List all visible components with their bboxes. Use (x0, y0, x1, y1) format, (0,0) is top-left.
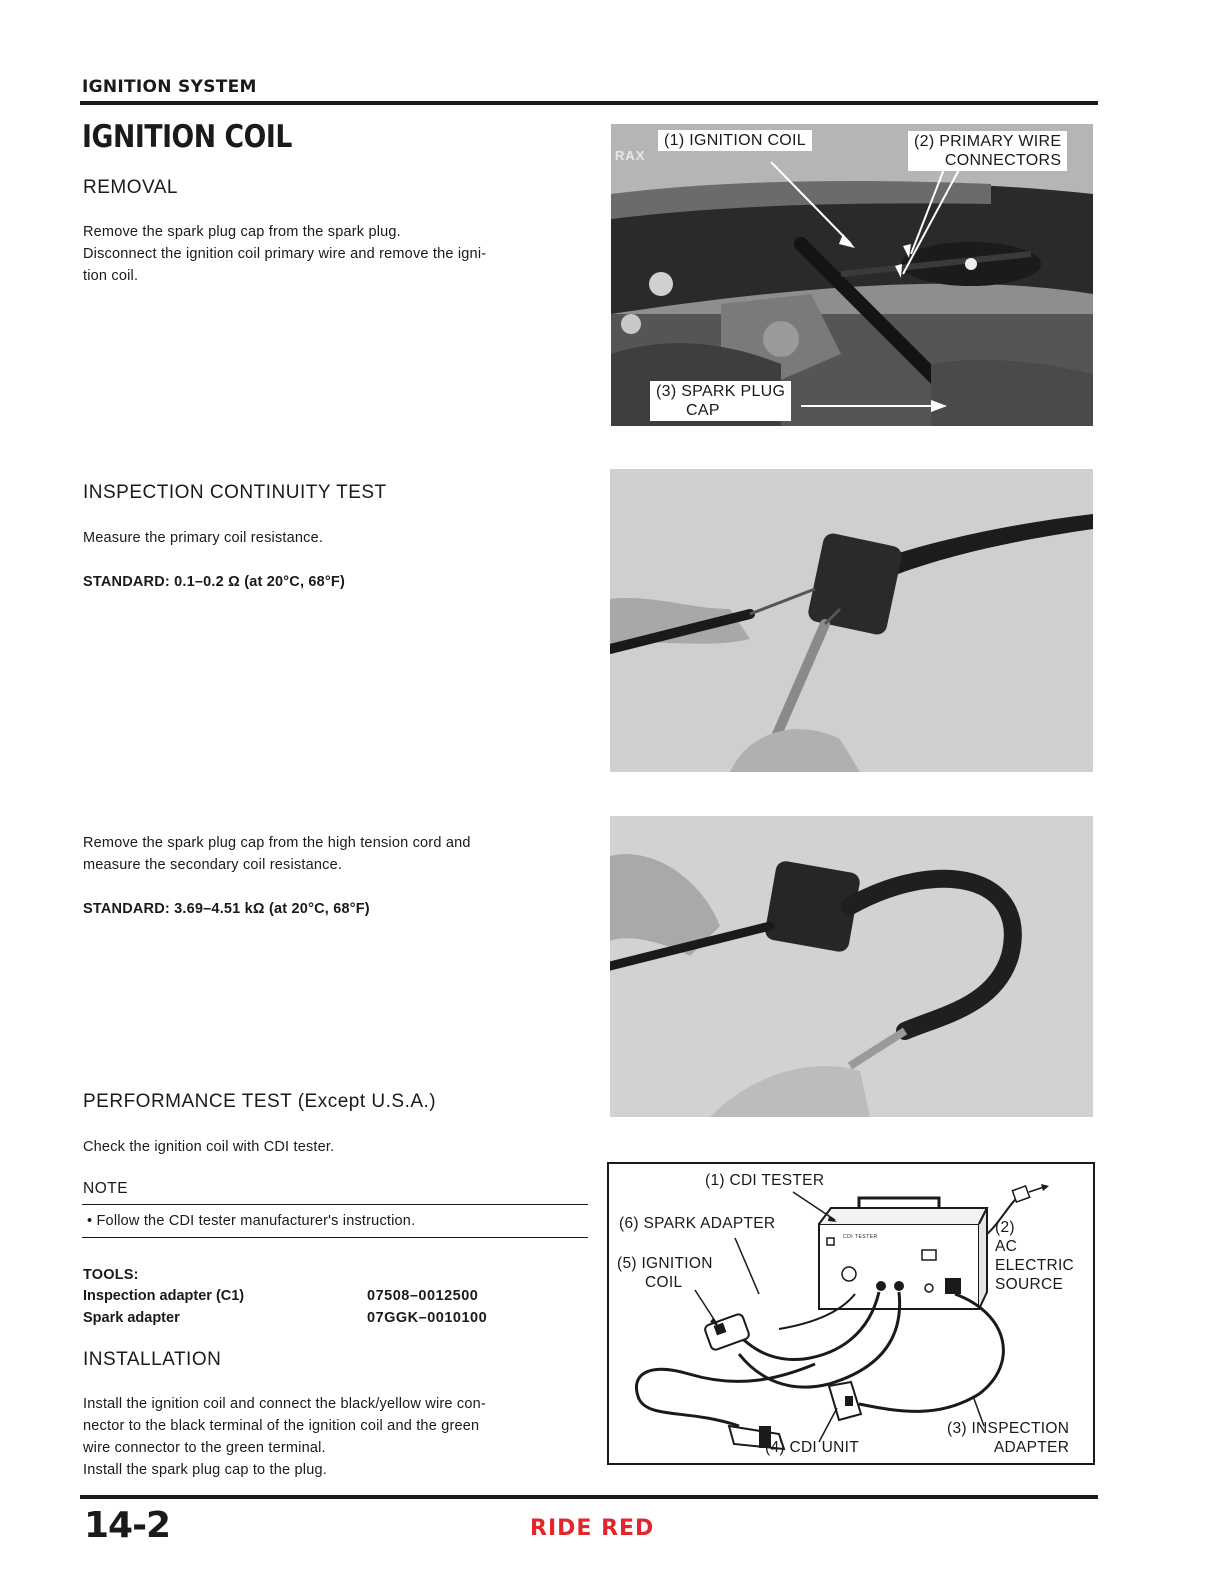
label-ac-electric-source (995, 1218, 1074, 1294)
label-inspection-adapter (947, 1419, 1069, 1457)
tester-panel-text: CDI TESTER (843, 1234, 878, 1240)
cdi-tester-diagram (607, 1162, 1095, 1465)
removal-line: Disconnect the ignition coil primary wire and remove the igni- (83, 246, 487, 262)
label-primary-wire-connectors (908, 131, 1067, 171)
label-line: (3) SPARK PLUG (656, 383, 786, 400)
secondary-text (83, 832, 593, 876)
label-line: (5) IGNITION (617, 1255, 713, 1272)
performance-heading: PERFORMANCE TEST (Except U.S.A.) (83, 1091, 437, 1112)
label-line: CONNECTORS (944, 152, 1062, 169)
footer-rule (80, 1495, 1098, 1499)
label-line: (2) PRIMARY WIRE (914, 133, 1062, 150)
label-line: ADAPTER (993, 1439, 1070, 1456)
primary-standard: STANDARD: 0.1–0.2 Ω (at 20°C, 68°F) (83, 574, 346, 590)
installation-line: wire connector to the green terminal. (83, 1440, 326, 1456)
decal-text: RAX (615, 148, 646, 163)
secondary-line: measure the secondary coil resistance. (83, 857, 343, 873)
installation-heading: INSTALLATION (83, 1349, 222, 1370)
secondary-line: Remove the spark plug cap from the high tension cord and (83, 835, 471, 851)
inspection-heading: INSPECTION CONTINUITY TEST (83, 482, 387, 503)
secondary-coil-test-photo (610, 816, 1093, 1117)
note-top-rule (82, 1204, 588, 1205)
tool-name: Spark adapter (83, 1310, 180, 1326)
note-bottom-rule (82, 1237, 588, 1238)
label-spark-plug-cap (650, 381, 791, 421)
tool-number: 07508–0012500 (367, 1288, 479, 1304)
tool-row (83, 1285, 487, 1307)
label-line: AC (995, 1238, 1018, 1255)
note-heading: NOTE (83, 1180, 129, 1197)
label-line: CAP (686, 402, 720, 419)
tools-heading: TOOLS: (83, 1267, 139, 1283)
label-ignition-coil-diagram (617, 1254, 713, 1292)
secondary-standard: STANDARD: 3.69–4.51 kΩ (at 20°C, 68°F) (83, 901, 370, 917)
watermark-logo: RIDE RED (530, 1516, 655, 1541)
performance-text: Check the ignition coil with CDI tester. (83, 1139, 335, 1155)
tool-name: Inspection adapter (C1) (83, 1288, 245, 1304)
header-rule (80, 101, 1098, 105)
installation-line: Install the ignition coil and connect the black/yellow wire con- (83, 1396, 486, 1412)
removal-line: Remove the spark plug cap from the spark plug. (83, 224, 401, 240)
page-title: IGNITION COIL (82, 119, 292, 155)
label-spark-adapter: (6) SPARK ADAPTER (619, 1215, 776, 1232)
note-item: • Follow the CDI tester manufacturer's instruction. (87, 1213, 416, 1229)
installation-line: nector to the black terminal of the ignition coil and the green (83, 1418, 480, 1434)
removal-line: tion coil. (83, 268, 139, 284)
label-cdi-unit: (4) CDI UNIT (765, 1439, 860, 1456)
installation-text (83, 1393, 595, 1481)
removal-text (83, 221, 593, 287)
label-line: COIL (645, 1274, 683, 1291)
label-line: (2) (995, 1219, 1015, 1236)
label-line: (3) INSPECTION (947, 1420, 1070, 1437)
section-header: IGNITION SYSTEM (82, 77, 257, 97)
page-number: 14-2 (84, 1505, 171, 1546)
label-line: SOURCE (995, 1276, 1064, 1293)
removal-heading: REMOVAL (83, 177, 179, 198)
inspection-text: Measure the primary coil resistance. (83, 530, 324, 546)
tool-number: 07GGK–0010100 (367, 1310, 488, 1326)
tool-row (83, 1307, 487, 1329)
installation-line: Install the spark plug cap to the plug. (83, 1462, 327, 1478)
label-ignition-coil: (1) IGNITION COIL (658, 130, 812, 151)
primary-coil-test-photo (610, 469, 1093, 772)
tools-list (83, 1285, 487, 1329)
label-line: ELECTRIC (995, 1257, 1075, 1274)
label-cdi-tester: (1) CDI TESTER (705, 1172, 825, 1189)
